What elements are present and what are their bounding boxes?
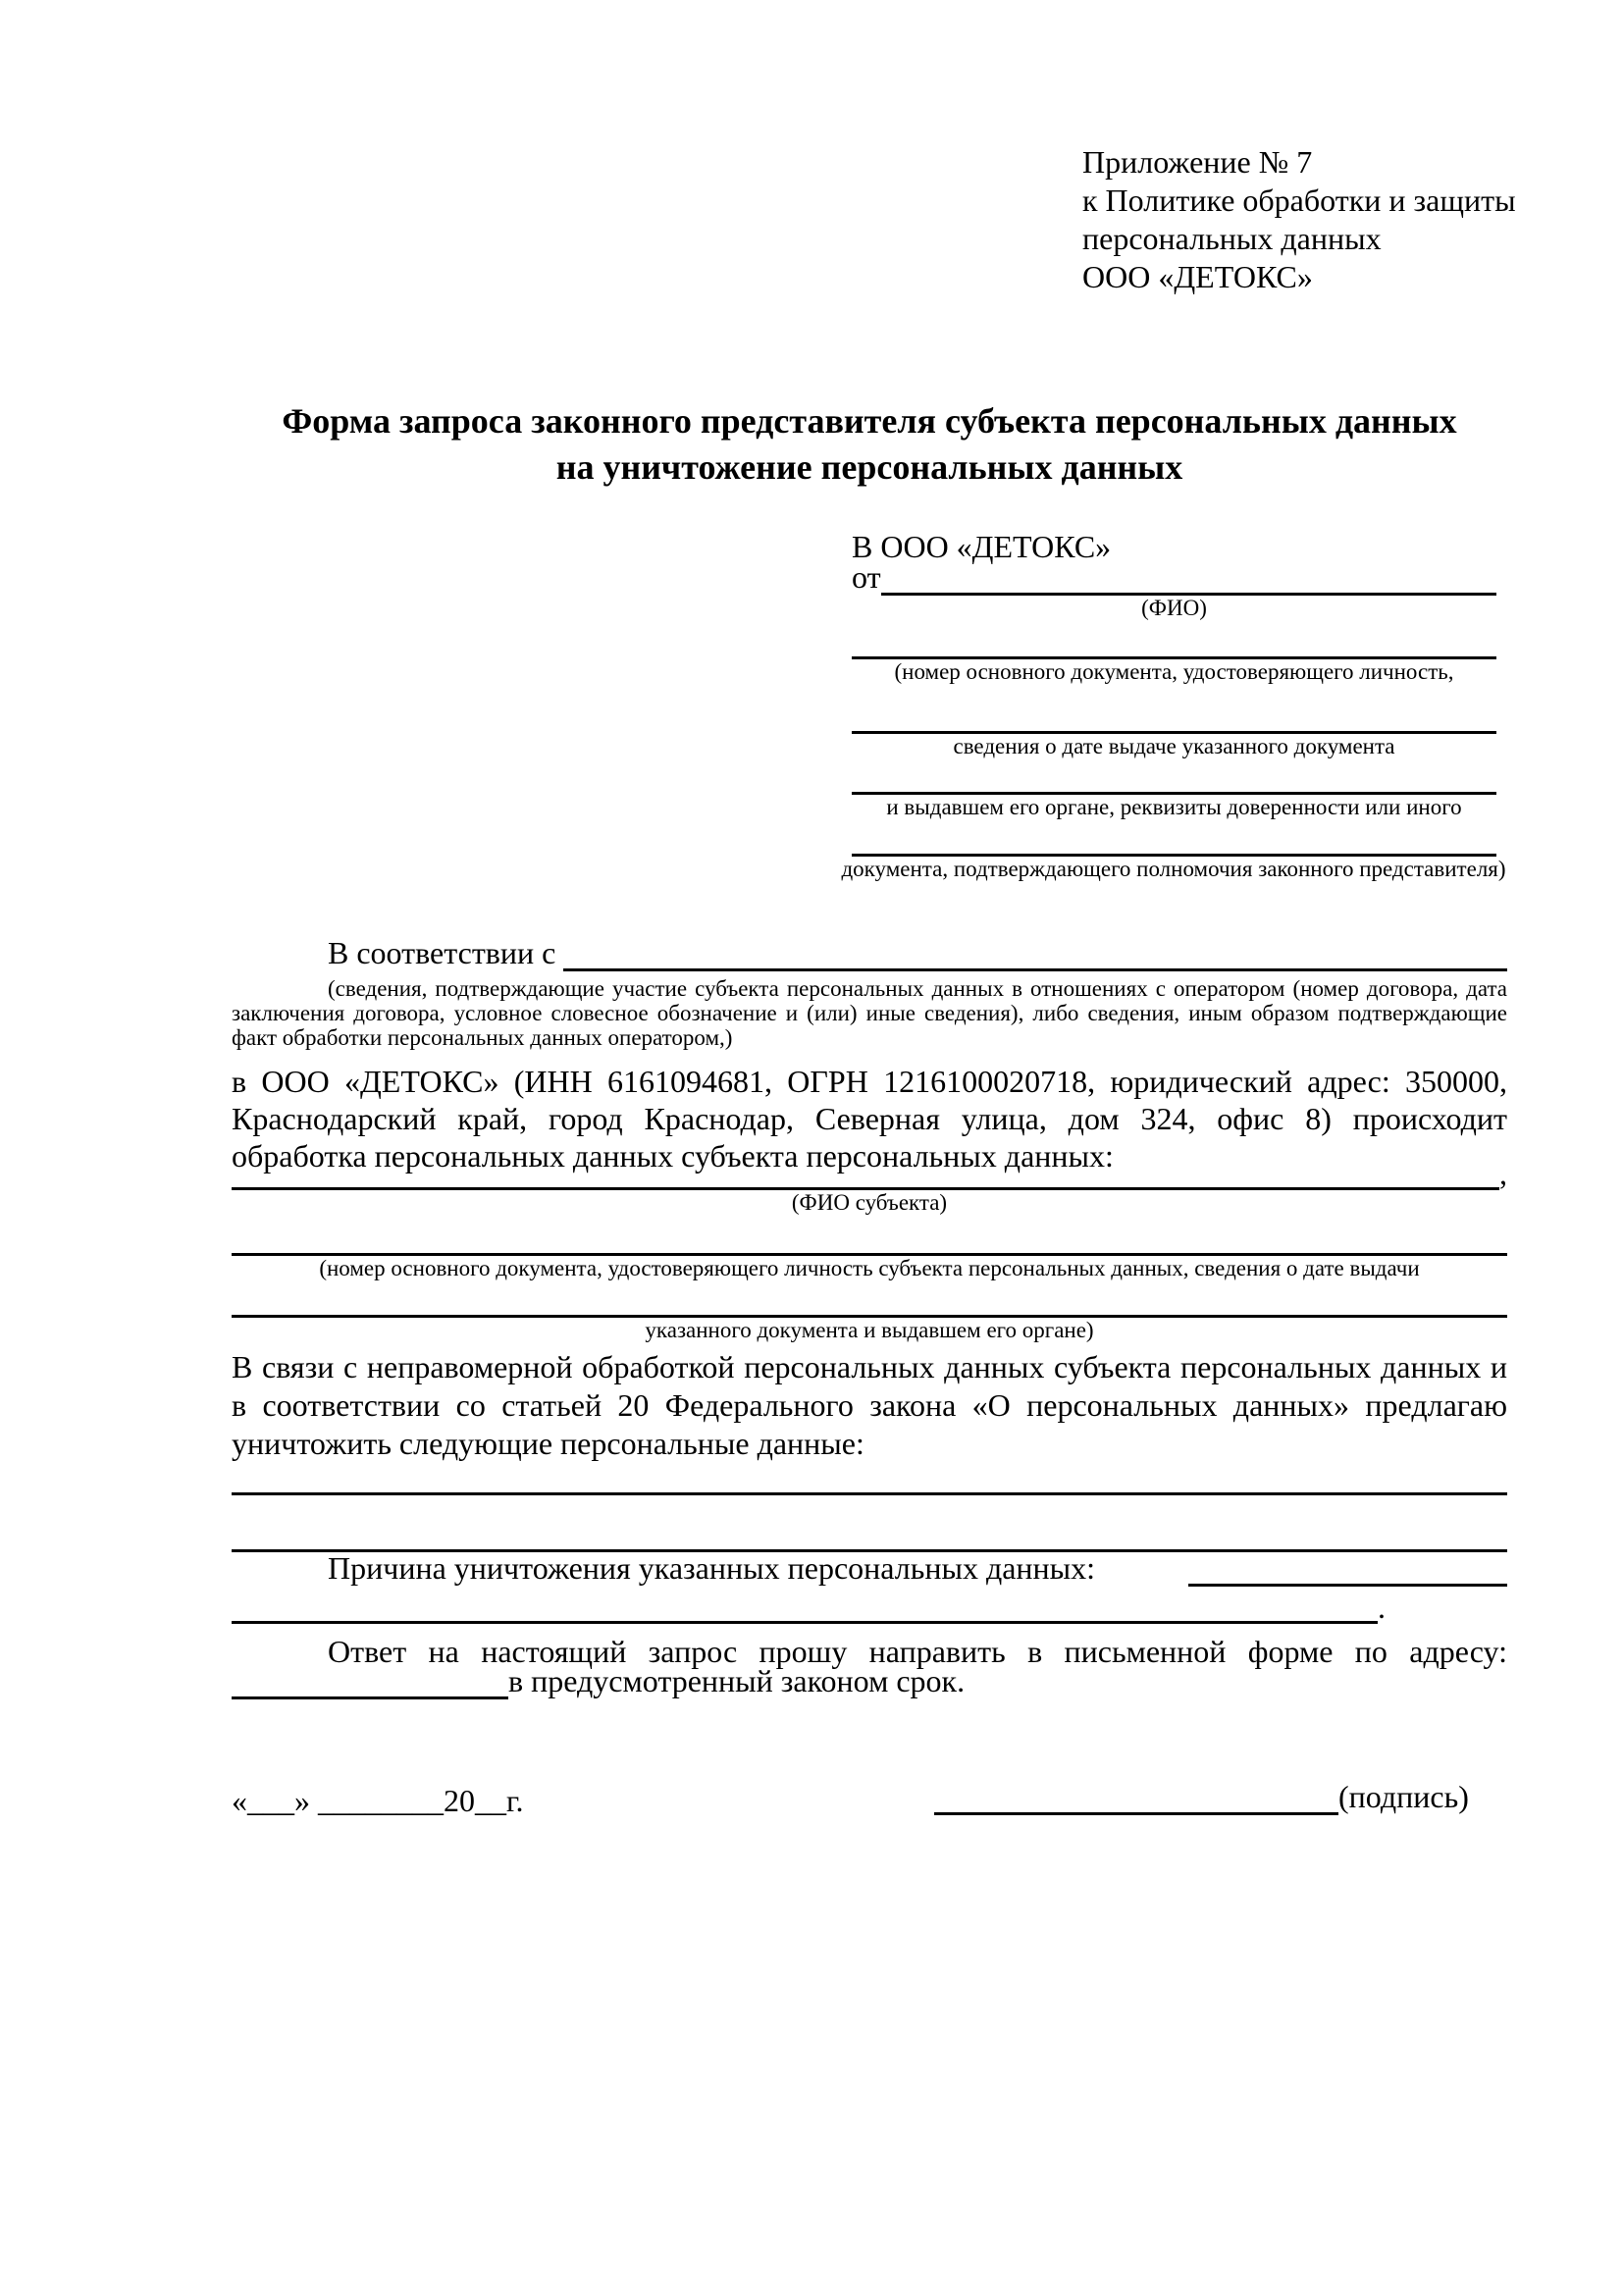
date-blank-text: «___» ________20__г. <box>232 1783 524 1818</box>
reply-address-row <box>232 1663 1507 1699</box>
applicant-doc-caption-1: (номер основного документа, удостоверяющего личность, <box>894 659 1454 684</box>
reply-tail-text: в предусмотренный законом срок. <box>508 1663 966 1698</box>
document-title-line-2: на уничтожение персональных данных <box>555 447 1183 487</box>
from-label: от <box>852 559 881 595</box>
comma-text: , <box>1499 1156 1507 1191</box>
applicant-doc-caption-2: сведения о дате выдаче указанного документа <box>953 734 1395 758</box>
period-text: . <box>1378 1590 1386 1625</box>
subject-name-row <box>232 1158 1507 1190</box>
applicant-doc-caption-3: и выдавшем его органе, реквизиты доверенности или иного <box>886 795 1462 819</box>
data-blank-line-1 <box>232 1492 1507 1495</box>
recipient-block <box>841 528 1506 881</box>
accordance-label: В соответствии с <box>328 935 556 970</box>
subject-block <box>232 1158 1507 1342</box>
reason-row <box>232 1550 1507 1587</box>
accordance-blank-line <box>563 968 1507 971</box>
appendix-note-line-3: персональных данных <box>1082 221 1382 256</box>
accordance-row <box>232 935 1507 971</box>
applicant-doc-blank-line-3 <box>852 758 1496 795</box>
subject-doc-blank-line-2 <box>232 1280 1507 1318</box>
subject-doc-caption-2: указанного документа и выдавшем его органе) <box>645 1318 1094 1342</box>
applicant-doc-blank-line-2 <box>852 684 1496 734</box>
reply-paragraph: Ответ на настоящий запрос прошу направить в письменной форме по адресу: <box>328 1634 1507 1669</box>
applicant-name-caption: (ФИО) <box>1141 596 1207 620</box>
request-paragraph: В связи с неправомерной обработкой персональных данных субъекта персональных данных и в соответствии со статьей 20 Федерального закона «О персональных данных» предлагаю уничтожить следующие персональные данные: <box>232 1349 1507 1461</box>
signature-blank-line <box>934 1781 1338 1815</box>
operator-paragraph: в ООО «ДЕТОКС» (ИНН 6161094681, ОГРН 1216100020718, юридический адрес: 350000, Краснодарский край, город Краснодар, Северная улица, дом 324, офис 8) происходит обработка персональных данных субъекта персональных данных: <box>232 1064 1507 1174</box>
document-title <box>232 398 1507 491</box>
from-row <box>852 559 1496 596</box>
applicant-doc-caption-4: документа, подтверждающего полномочия законного представителя) <box>841 857 1506 881</box>
applicant-doc-blank-line-1 <box>852 620 1496 659</box>
applicant-doc-blank-line-4 <box>852 819 1496 857</box>
reason-blank-line-2 <box>232 1592 1378 1624</box>
reason-label: Причина уничтожения указанных персональных данных: <box>328 1550 1096 1586</box>
accordance-section <box>232 935 1507 1174</box>
signature-caption: (подпись) <box>1338 1779 1469 1814</box>
reason-continued-row <box>232 1592 1507 1624</box>
subject-doc-caption-1: (номер основного документа, удостоверяющего личность субъекта персональных данных, сведения о дате выдачи <box>319 1256 1420 1280</box>
appendix-note <box>1082 143 1516 296</box>
document-title-line-1: Форма запроса законного представителя субъекта персональных данных <box>282 401 1457 441</box>
signature-row <box>934 1781 1487 1815</box>
reason-blank-line <box>1188 1584 1507 1587</box>
appendix-note-line-2: к Политике обработки и защиты <box>1082 183 1516 218</box>
reply-address-blank-line <box>232 1667 508 1699</box>
recipient-organization: В ООО «ДЕТОКС» <box>852 529 1112 564</box>
subject-doc-blank-line-1 <box>232 1215 1507 1256</box>
accordance-caption: (сведения, подтверждающие участие субъекта персональных данных в отношениях с оператором (номер договора, дата заключения договора, условное словесное обозначение и (или) иные сведения), либо сведения, иным образом подтверждающие факт обработки персональных данных оператором,) <box>232 976 1507 1050</box>
appendix-note-line-1: Приложение № 7 <box>1082 144 1313 180</box>
appendix-note-line-4: ООО «ДЕТОКС» <box>1082 259 1313 294</box>
subject-name-caption: (ФИО субъекта) <box>791 1190 948 1215</box>
